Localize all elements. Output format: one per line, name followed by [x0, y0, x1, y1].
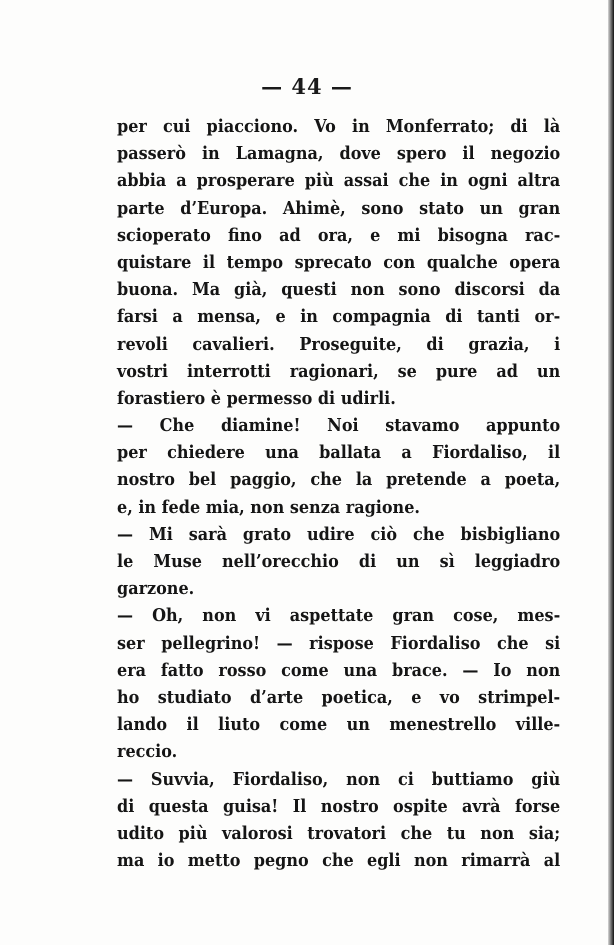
body-text [117, 113, 560, 874]
text-line: garzone. [117, 578, 195, 600]
text-line: passerò in Lamagna, dove spero il negozio [117, 143, 561, 165]
text-line: forastiero è permesso di udirli. [117, 387, 396, 409]
text-line: le Muse nell’orecchio di un sì leggiadro [117, 551, 561, 572]
text-line: reccio. [117, 741, 178, 763]
text-line: revoli cavalieri. Proseguite, di grazia, i [117, 333, 561, 355]
text-line: buona. Ma già, questi non sono discorsi da [117, 279, 561, 301]
text-line: scioperato fino ad ora, e mi bisogna rac- [117, 224, 561, 246]
text-line: per chiedere una ballata a Fiordaliso, il [117, 442, 561, 464]
text-line: quistare il tempo sprecato con qualche opera [117, 251, 561, 273]
text-line: ser pellegrino! — rispose Fiordaliso che si [117, 632, 561, 654]
text-line: parte d’Europa. Ahimè, sono stato un gran [117, 197, 561, 219]
text-line: — Suvvia, Fiordaliso, non ci buttiamo giù [117, 768, 561, 790]
text-line: era fatto rosso come una brace. — Io non [117, 659, 561, 681]
text-line: — Mi sarà grato udire ciò che bisbigliano [117, 523, 561, 545]
text-line: — Oh, non vi aspettate gran cose, mes- [117, 605, 561, 627]
text-line: di questa guisa! Il nostro ospite avrà forse [117, 795, 561, 817]
page-edge-shadow [608, 0, 614, 945]
text-line: e, in fede mia, non senza ragione. [117, 496, 420, 518]
text-line: abbia a prosperare più assai che in ogni altra [117, 170, 561, 192]
text-line: vostri interrotti ragionari, se pure ad un [117, 360, 561, 382]
text-line: per cui piacciono. Vo in Monferrato; di là [117, 116, 561, 137]
text-line: lando il liuto come un menestrello ville- [117, 714, 561, 736]
text-line: nostro bel paggio, che la pretende a poeta, [117, 469, 561, 491]
text-line: ho studiato d’arte poetica, e vo strimpel- [117, 686, 561, 708]
text-line: — Che diamine! Noi stavamo appunto [117, 415, 561, 437]
text-line: farsi a mensa, e in compagnia di tanti or- [117, 306, 561, 328]
page-number: — 44 — [261, 74, 353, 99]
text-line: ma io metto pegno che egli non rimarrà al [117, 850, 561, 872]
text-line: udito più valorosi trovatori che tu non sia; [117, 822, 561, 844]
